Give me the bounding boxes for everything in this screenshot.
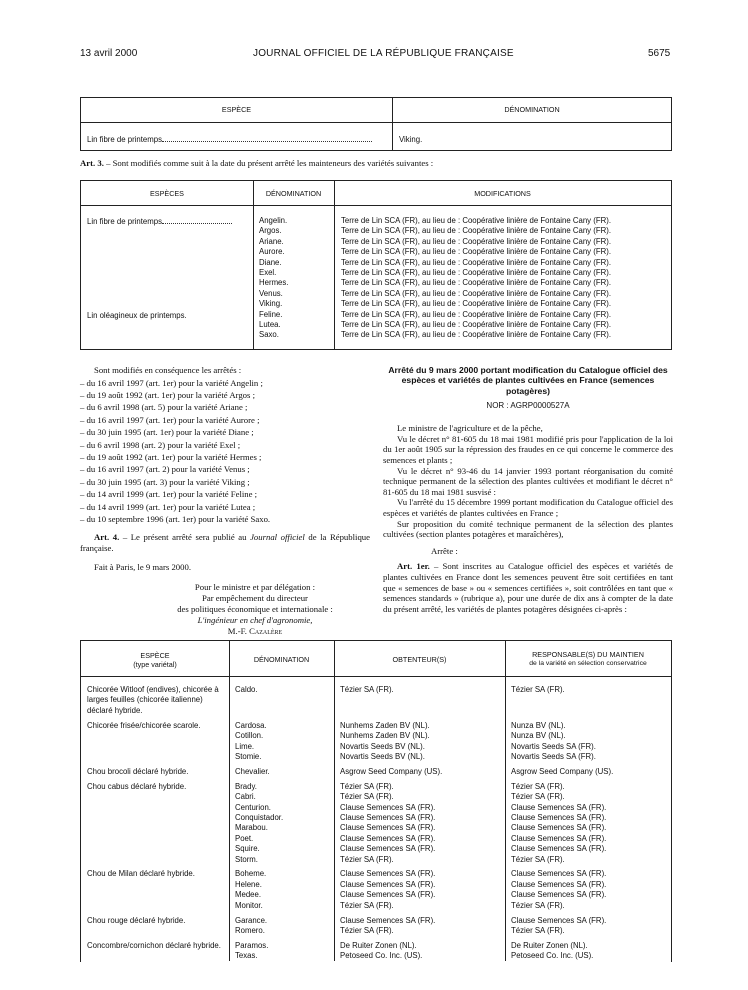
- table-1-header-espece: ESPÈCE: [221, 105, 252, 114]
- signature-block: Pour le ministre et par délégation : Par empêchement du directeur des politiques économique et internationale : L'ingénieur en chef d'agronomie, M.-F. Cazalère: [177, 582, 333, 637]
- table-3-header-denomination: DÉNOMINATION: [253, 655, 310, 664]
- right-column: [383, 365, 673, 614]
- table-2-denomination-cell: Saxo.: [259, 330, 279, 340]
- table-2-modification-cell: Terre de Lin SCA (FR), au lieu de : Coopérative linière de Fontaine Cany (FR).: [341, 330, 611, 340]
- table-2-denomination-cell: Lutea.: [259, 320, 281, 329]
- table-3-obtenteur-cell: Novartis Seeds BV (NL).: [340, 741, 425, 751]
- table-3-responsable-cell: Asgrow Seed Company (US).: [511, 766, 614, 776]
- table-3-header-espece: ESPÈCE (type variétal): [133, 651, 177, 669]
- table-3-denomination-cell: Chevalier.: [235, 766, 270, 776]
- table-3-obtenteur-cell: Novartis Seeds BV (NL).: [340, 751, 425, 761]
- table-3-denomination-cell: Garance.: [235, 915, 268, 925]
- table-3-obtenteur-cell: Tézier SA (FR).: [340, 685, 394, 694]
- modified-decree-item: – du 16 avril 1997 (art. 1er) pour la variété Angelin ;: [80, 377, 263, 388]
- table-3-responsable-cell: Clause Semences SA (FR).: [511, 823, 607, 833]
- table-3-obtenteur-cell: Clause Semences SA (FR).: [340, 844, 436, 854]
- ministre-line: Le ministre de l'agriculture et de la pêche,: [397, 423, 543, 434]
- modified-decree-item: – du 16 avril 1997 (art. 1er) pour la variété Aurore ;: [80, 414, 260, 425]
- table-3-responsable-cell: Clause Semences SA (FR).: [511, 812, 607, 822]
- table-3-responsable-cell: Tézier SA (FR).: [511, 925, 565, 935]
- table-3-denomination-cell: Brady.: [235, 781, 257, 791]
- table-3-espece-cell: Chou brocoli déclaré hybride.: [87, 766, 189, 776]
- table-3-espece-cell: Chou rouge déclaré hybride.: [87, 915, 186, 925]
- table-3-obtenteur-cell: De Ruiter Zonen (NL).: [340, 940, 417, 950]
- table-3-obtenteur-cell: Clause Semences SA (FR).: [340, 833, 436, 843]
- table-3-responsable-cell: Tézier SA (FR).: [511, 685, 565, 694]
- table-2-denomination-cell: Hermes.: [259, 278, 289, 288]
- table-3-header-responsable: RESPONSABLE(S) DU MAINTIEN de la variété en sélection conservatrice: [529, 650, 647, 667]
- table-3-responsable-cell: Clause Semences SA (FR).: [511, 890, 607, 900]
- vu-decret-93-46: Vu le décret n° 93-46 du 14 janvier 1993 portant réorganisation du comité technique permanent de la sélection des plantes cultivées et modifiant le décret n° 81-605 du 18 mai 1981 susvisé :: [383, 465, 673, 497]
- table-1-espece-cell: Lin fibre de printemps: [87, 135, 387, 144]
- table-3-denomination-cell: Monitor.: [235, 900, 263, 910]
- table-2-modification-cell: Terre de Lin SCA (FR), au lieu de : Coopérative linière de Fontaine Cany (FR).: [341, 320, 611, 329]
- table-2-denomination-cell: Angelin.: [259, 216, 288, 225]
- table-3-denomination-cell: Paramos.: [235, 940, 269, 950]
- modified-decree-item: – du 14 avril 1999 (art. 1er) pour la variété Lutea ;: [80, 501, 256, 512]
- fait-a-paris: Fait à Paris, le 9 mars 2000.: [94, 561, 191, 572]
- table-3-responsable-cell: Tézier SA (FR).: [511, 900, 565, 910]
- table-3-responsable-cell: Novartis Seeds SA (FR).: [511, 741, 596, 751]
- table-2-denomination-cell: Ariane.: [259, 236, 284, 246]
- table-3-denomination-cell: Cardosa.: [235, 720, 267, 730]
- table-3-obtenteur-cell: Tézier SA (FR).: [340, 900, 394, 910]
- table-3-espece-cell: Concombre/cornichon déclaré hybride.: [87, 940, 221, 950]
- table-3-denomination-cell: Lime.: [235, 741, 255, 751]
- header-title: JOURNAL OFFICIEL DE LA RÉPUBLIQUE FRANÇAISE: [253, 48, 514, 59]
- table-3-obtenteur-cell: Clause Semences SA (FR).: [340, 869, 436, 879]
- table-3-responsable-cell: Nunza BV (NL).: [511, 731, 566, 741]
- modified-decree-item: – du 19 août 1992 (art. 1er) pour la variété Argos ;: [80, 390, 255, 400]
- table-2-denomination-cell: Diane.: [259, 257, 282, 267]
- table-3-obtenteur-cell: Asgrow Seed Company (US).: [340, 766, 443, 776]
- table-2: [80, 180, 672, 350]
- table-3-responsable-cell: Clause Semences SA (FR).: [511, 844, 607, 854]
- header-page-number: 5675: [648, 48, 671, 59]
- table-3-obtenteur-cell: Tézier SA (FR).: [340, 925, 394, 935]
- modified-decree-item: – du 10 septembre 1996 (art. 1er) pour la variété Saxo.: [80, 514, 271, 525]
- table-3-responsable-cell: Petoseed Co. Inc. (US).: [511, 951, 594, 961]
- header-date: 13 avril 2000: [80, 48, 138, 59]
- table-2-header-modifications: MODIFICATIONS: [474, 189, 531, 198]
- table-2-modification-cell: Terre de Lin SCA (FR), au lieu de : Coopérative linière de Fontaine Cany (FR).: [341, 226, 611, 236]
- consequence-intro: Sont modifiés en conséquence les arrêtés :: [94, 365, 242, 375]
- table-3-obtenteur-cell: Clause Semences SA (FR).: [340, 915, 436, 925]
- table-3: [80, 640, 672, 962]
- art3-paragraph: Art. 3. – Sont modifiés comme suit à la date du présent arrêté les mainteneurs des variétés suivantes :: [80, 158, 434, 168]
- table-3-denomination-cell: Cabri.: [235, 792, 256, 802]
- table-2-modification-cell: Terre de Lin SCA (FR), au lieu de : Coopérative linière de Fontaine Cany (FR).: [341, 268, 611, 277]
- table-2-espece-lin-fibre: Lin fibre de printemps: [87, 217, 232, 226]
- table-3-denomination-cell: Stomie.: [235, 751, 262, 761]
- table-3-responsable-cell: Clause Semences SA (FR).: [511, 833, 607, 843]
- table-2-header-denomination: DÉNOMINATION: [265, 189, 322, 198]
- table-3-denomination-cell: Storm.: [235, 854, 258, 864]
- table-3-denomination-cell: Squire.: [235, 844, 260, 854]
- table-2-modification-cell: Terre de Lin SCA (FR), au lieu de : Coopérative linière de Fontaine Cany (FR).: [341, 299, 611, 309]
- table-2-denomination-cell: Aurore.: [259, 247, 285, 257]
- table-2-modification-cell: Terre de Lin SCA (FR), au lieu de : Coopérative linière de Fontaine Cany (FR).: [341, 216, 611, 225]
- table-3-obtenteur-cell: Clause Semences SA (FR).: [340, 879, 436, 889]
- table-3-denomination-cell: Cotillon.: [235, 731, 264, 741]
- table-2-modification-cell: Terre de Lin SCA (FR), au lieu de : Coopérative linière de Fontaine Cany (FR).: [341, 257, 611, 267]
- table-2-denomination-cell: Argos.: [259, 226, 282, 236]
- table-3-obtenteur-cell: Petoseed Co. Inc. (US).: [340, 951, 423, 961]
- table-3-espece-cell: Chou cabus déclaré hybride.: [87, 781, 187, 791]
- nor-reference: NOR : AGRP0000527A: [486, 401, 570, 411]
- table-3-denomination-cell: Conquistador.: [235, 812, 284, 822]
- sur-proposition: Sur proposition du comité technique permanent de la sélection des plantes cultivées (section plantes potagères et maraîchères),: [383, 518, 673, 540]
- table-3-denomination-cell: Boheme.: [235, 869, 267, 879]
- table-3-obtenteur-cell: Tézier SA (FR).: [340, 792, 394, 802]
- modified-decrees-list: [80, 377, 370, 526]
- table-3-denomination-cell: Caldo.: [235, 685, 258, 694]
- table-3-header-obtenteur: OBTENTEUR(S): [392, 655, 447, 664]
- table-3-denomination-cell: Marabou.: [235, 823, 268, 833]
- table-3-denomination-cell: Poet.: [235, 833, 254, 843]
- table-3-obtenteur-cell: Clause Semences SA (FR).: [340, 890, 436, 900]
- table-2-modification-cell: Terre de Lin SCA (FR), au lieu de : Coopérative linière de Fontaine Cany (FR).: [341, 288, 611, 298]
- modified-decree-item: – du 14 avril 1999 (art. 1er) pour la variété Feline ;: [80, 489, 258, 500]
- modified-decree-item: – du 6 avril 1998 (art. 5) pour la variété Ariane ;: [80, 402, 248, 413]
- table-3-responsable-cell: Novartis Seeds SA (FR).: [511, 751, 596, 761]
- table-3-responsable-cell: Clause Semences SA (FR).: [511, 915, 607, 925]
- table-1: [80, 97, 672, 151]
- table-3-responsable-cell: Tézier SA (FR).: [511, 792, 565, 802]
- table-3-obtenteur-cell: Tézier SA (FR).: [340, 781, 394, 791]
- table-3-espece-cell: Chou de Milan déclaré hybride.: [87, 869, 195, 879]
- table-2-denomination-cell: Exel.: [259, 268, 277, 277]
- table-3-denomination-cell: Texas.: [235, 951, 258, 961]
- left-column: [80, 365, 370, 637]
- table-2-modification-cell: Terre de Lin SCA (FR), au lieu de : Coopérative linière de Fontaine Cany (FR).: [341, 236, 611, 246]
- table-3-responsable-cell: Tézier SA (FR).: [511, 781, 565, 791]
- table-3-responsable-cell: Tézier SA (FR).: [511, 854, 565, 864]
- modified-decree-item: – du 16 avril 1997 (art. 2) pour la variété Venus ;: [80, 464, 250, 475]
- art4-paragraph: Art. 4. – Le présent arrêté sera publié au Journal officiel de la République française.: [80, 532, 370, 554]
- table-3-obtenteur-cell: Nunhems Zaden BV (NL).: [340, 720, 430, 730]
- table-2-modification-cell: Terre de Lin SCA (FR), au lieu de : Coopérative linière de Fontaine Cany (FR).: [341, 309, 611, 319]
- table-2-header-especes: ESPÈCES: [150, 189, 184, 198]
- modified-decree-item: – du 6 avril 1998 (art. 2) pour la variété Exel ;: [80, 439, 241, 450]
- table-1-header-denomination: DÉNOMINATION: [504, 105, 560, 114]
- table-2-espece-lin-oleagineux: Lin oléagineux de printemps.: [87, 311, 187, 320]
- vu-arrete-15-decembre: Vu l'arrêté du 15 décembre 1999 portant modification du Catalogue officiel des espèces et variétés de plantes cultivées en France ;: [383, 497, 673, 518]
- art3-label: Art. 3.: [80, 158, 104, 168]
- table-3-obtenteur-cell: Clause Semences SA (FR).: [340, 812, 436, 822]
- table-3-espece-cell: Chicorée frisée/chicorée scarole.: [87, 720, 201, 730]
- arrete-word: Arrête :: [431, 545, 458, 556]
- table-3-responsable-cell: Nunza BV (NL).: [511, 720, 566, 730]
- table-1-denomination-cell: Viking.: [399, 135, 423, 144]
- table-2-modification-cell: Terre de Lin SCA (FR), au lieu de : Coopérative linière de Fontaine Cany (FR).: [341, 278, 611, 288]
- art1-paragraph: Art. 1er. – Sont inscrites au Catalogue officiel des espèces et variétés de plantes cultivées en France dont les semences peuvent être soit certifiées en tant que « semences de base » ou « semences certifiées », soit contrôlées en tant que « semences standards » (rubrique a), pour une durée de dix ans à compter de la date du présent arrêté, les variétés de plantes potagères désignées ci-après :: [383, 561, 673, 614]
- table-3-denomination-cell: Helene.: [235, 879, 262, 889]
- table-3-responsable-cell: Clause Semences SA (FR).: [511, 879, 607, 889]
- modified-decree-item: – du 30 juin 1995 (art. 1er) pour la variété Diane ;: [80, 427, 254, 438]
- table-3-responsable-cell: Clause Semences SA (FR).: [511, 869, 607, 879]
- table-3-denomination-cell: Centurion.: [235, 802, 271, 812]
- table-3-obtenteur-cell: Clause Semences SA (FR).: [340, 823, 436, 833]
- table-2-denomination-cell: Venus.: [259, 288, 283, 298]
- table-3-denomination-cell: Romero.: [235, 925, 265, 935]
- table-2-modification-cell: Terre de Lin SCA (FR), au lieu de : Coopérative linière de Fontaine Cany (FR).: [341, 247, 611, 257]
- table-2-denomination-cell: Feline.: [259, 309, 283, 319]
- modified-decree-item: – du 30 juin 1995 (art. 3) pour la variété Viking ;: [80, 476, 250, 487]
- table-3-espece-cell: Chicorée Witloof (endives), chicorée à larges feuilles (chicorée italienne) déclaré hybride.: [87, 685, 219, 715]
- arrete-title: Arrêté du 9 mars 2000 portant modification du Catalogue officiel des espèces et variétés de plantes cultivées en France (semences potagères): [388, 365, 668, 396]
- vu-decret-81-605: Vu le décret n° 81-605 du 18 mai 1981 modifié pris pour l'application de la loi du 1er août 1905 sur la répression des fraudes en ce qui concerne le commerce des semences et plants ;: [383, 433, 673, 465]
- table-3-denomination-cell: Medee.: [235, 890, 262, 900]
- table-3-obtenteur-cell: Nunhems Zaden BV (NL).: [340, 731, 430, 741]
- table-3-responsable-cell: Clause Semences SA (FR).: [511, 802, 607, 812]
- table-3-obtenteur-cell: Tézier SA (FR).: [340, 854, 394, 864]
- table-3-obtenteur-cell: Clause Semences SA (FR).: [340, 802, 436, 812]
- table-3-responsable-cell: De Ruiter Zonen (NL).: [511, 940, 588, 950]
- modified-decree-item: – du 19 août 1992 (art. 1er) pour la variété Hermes ;: [80, 452, 262, 463]
- table-2-denomination-cell: Viking.: [259, 299, 283, 309]
